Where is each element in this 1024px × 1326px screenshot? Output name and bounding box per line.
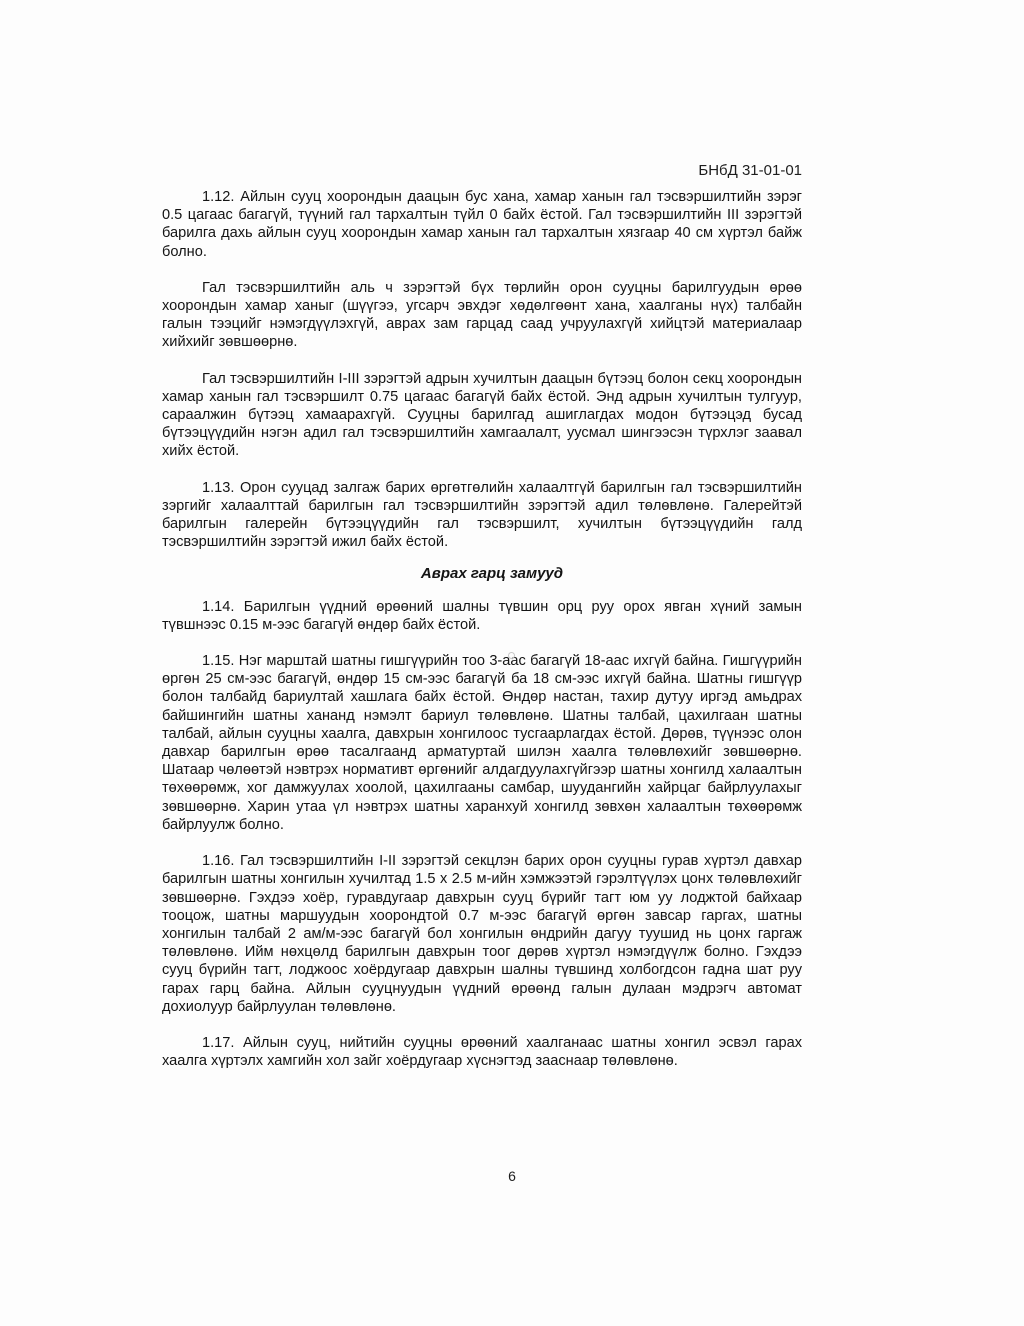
- document-body: [162, 188, 802, 1070]
- paragraph-1-15: 1.15. Нэг марштай шатны гишгүүрийн тоо 3-аас багагүй 18-аас ихгүй байна. Гишгүүрийн өргөн 25 см-ээс багагүй, өндөр 15 см-ээс багагүй ба 18 см-ээс ихгүй байна. Шатны гишгүүр болон талбайд бариултай хашлага байх ёстой. Өндөр настан, тахир дутуу иргэд амьдрах байшингийн шатны хананд нэмэлт бариул төлөвлөнө. Шатны талбай, цахилгаан шатны талбай, айлын сууцны хаалга, давхрын хонгилоос тусгаарлагдах ёстой. Дөрөв, түүнээс олон давхар барилгын өрөө тасалгаанд арматуртай шилэн хаалга төлөвлөхийг зөвшөөрнө. Шатаар чөлөөтэй нэвтрэх нормативт өргөнийг алдагдуулахгүйгээр шатны хонгилд халаалтын төхөөрөмж, хог дамжуулах хоолой, цахилгааны самбар, шуудангийн хайрцаг байрлуулахыг зөвшөөрнө. Харин утаа үл нэвтрэх шатны харанхуй хонгилд зөвхөн халаалтын төхөөрөмж байрлуулж болно.: [162, 653, 802, 833]
- paragraph-1-12: 1.12. Айлын сууц хоорондын даацын бус хана, хамар ханын гал тэсвэршилтийн зэрэг 0.5 цагаас багагүй, түүний гал тархалтын түйл 0 байх ёстой. Гал тэсвэршилтийн III зэрэгтэй барилга дахь айлын сууц хоорондын хамар ханын гал тархалтын хязгаар 40 см хүртэл байж болно.: [162, 189, 802, 260]
- section-heading: Аврах гарц замууд: [420, 565, 564, 583]
- paragraph-1-14: 1.14. Барилгын үүдний өрөөний шалны түвшин орц руу орох явган хүний замын түвшнээс 0.15 м-ээс багагүй өндөр байх ёстой.: [162, 598, 802, 633]
- paragraph-gap: [162, 261, 802, 279]
- scan-speck: [508, 652, 515, 659]
- paragraph-gap: [162, 584, 802, 598]
- paragraph-1-17: 1.17. Айлын сууц, нийтийн сууцны өрөөний хаалганаас шатны хонгил эсвэл гарах хаалга хүртэлх хамгийн хол зайг хоёрдугаар хүснэгтэд зааснаар төлөвлөнө.: [162, 1034, 802, 1070]
- document-code: БНбД 31-01-01: [698, 162, 802, 179]
- paragraph-gap: [162, 634, 802, 652]
- page-number: 6: [508, 1168, 516, 1184]
- paragraph-partition-walls: Гал тэсвэршилтийн аль ч зэрэгтэй бүх төрлийн орон сууцны барилгуудын өрөө хоорондын хамар ханыг (шүүгээ, угсарч эвхдэг хөдөлгөөнт хана, хаалганы нүх) талбайн галын тээцийг нэмэгдүүлэхгүй, аврах зам гарцад саад учруулахгүй хийцтэй материалаар хийхийг зөвшөөрнө.: [162, 279, 802, 351]
- paragraph-1-16: 1.16. Гал тэсвэршилтийн I-II зэрэгтэй секцлэн барих орон сууцны гурав хүртэл давхар барилгын шатны хонгилын хучилтад 1.5 х 2.5 м-ийн хэмжээтэй гэрэлтүүлэх цонх төлөвлөхийг зөвшөөрнө. Гэхдээ хоёр, гуравдугаар давхрын сууц бүрийг тагт юм уу лоджтой байхаар тооцож, шатны маршуудын хоорондтой 0.7 м-ээс багагүй өргөн завсар гаргах, шатны хонгилын талбай 2 ам/м-ээс багагүй бол хонгилын өндрийн дагуу туушид нь цонх гаргаж төлөвлөнө. Ийм нөхцөлд барилгын давхрын тоог дөрөв хүртэл нэмэгдүүлж болно. Гэхдээ сууц бүрийн тагт, лоджоос хоёрдугаар давхрын шалны түвшинд холбогдсон гадна шат руу гарах гарц байна. Айлын сууцнуудын үүдний өрөөнд галын дулаан мэдрэгч автомат дохиолуур байрлуулан төлөвлөнө.: [162, 853, 802, 1015]
- paragraph-gap: [162, 834, 802, 852]
- paragraph-attic-structures: Гал тэсвэршилтийн I-III зэрэгтэй адрын хучилтын даацын бүтээц болон секц хоорондын хамар ханын гал тэсвэршилт 0.75 цагаас багагүй байх ёстой. Энд адрын хучилтын тулгуур, сараалжин бүтээц хамаарахгүй. Сууцны барилгад ашиглагдах модон бүтээцэд бусад бүтээцүүдийн нэгэн адил гал тэсвэршилтийн хамгаалалт, уусмал шингээсэн түрхлэг заавал хийх ёстой.: [162, 370, 802, 460]
- paragraph-gap: [162, 461, 802, 479]
- paragraph-1-13: 1.13. Орон сууцад залгаж барих өргөтгөлийн халаалтгүй барилгын гал тэсвэршилтийн зэргийг халаалттай барилгын гал тэсвэршилтийн зэрэгтэй адил төлөвлөнө. Галерейтэй барилгын галерейн бүтээцүүдийн гал тэсвэршилт, хучилтын бүтээцүүдийн галд тэсвэршилтийн зэрэгтэй ижил байх ёстой.: [162, 479, 802, 551]
- paragraph-gap: [162, 352, 802, 370]
- paragraph-gap: [162, 1016, 802, 1034]
- paragraph-gap: [162, 551, 802, 565]
